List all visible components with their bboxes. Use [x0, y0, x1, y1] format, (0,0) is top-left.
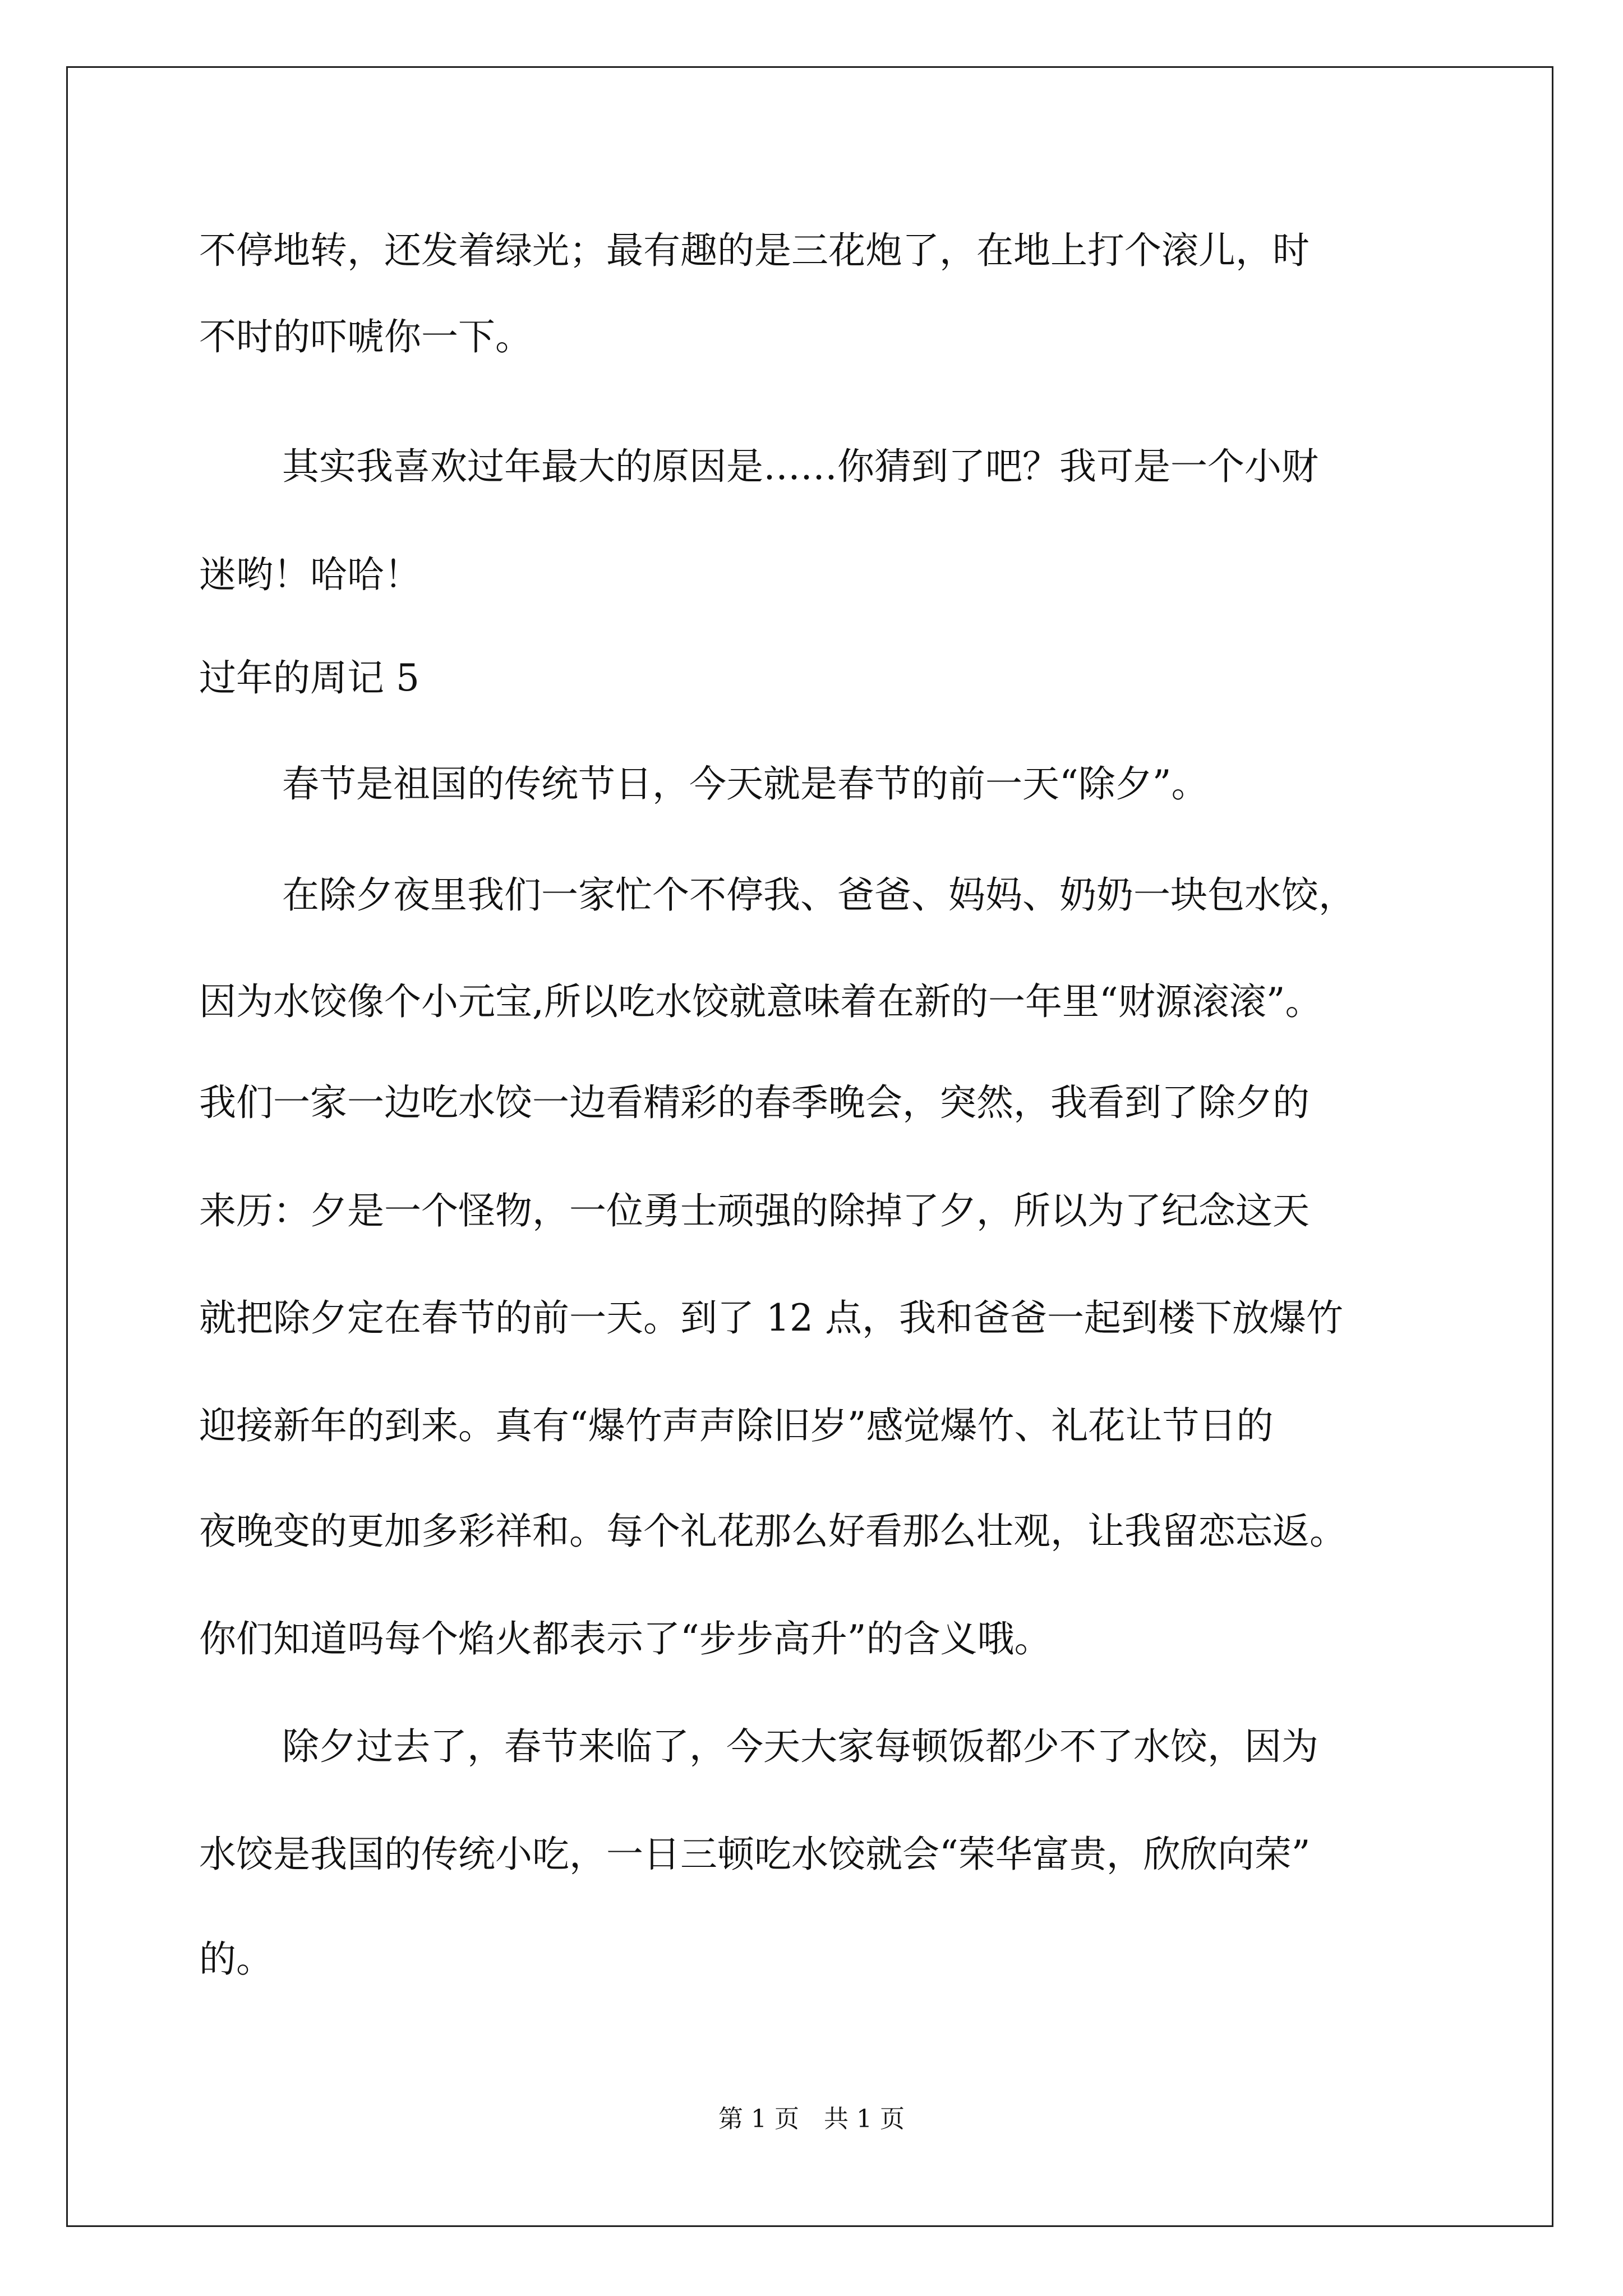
text-line: 不时的吓唬你一下。 [199, 315, 532, 358]
page-border [66, 66, 1553, 2227]
text-line: 我们一家一边吃水饺一边看精彩的春季晚会，突然，我看到了除夕的 [199, 1081, 1310, 1124]
section-heading: 过年的周记 5 [199, 656, 419, 700]
text-line: 春节是祖国的传统节日，今天就是春节的前一天“除夕”。 [282, 762, 1209, 806]
text-line: 水饺是我国的传统小吃，一日三顿吃水饺就会“荣华富贵，欣欣向荣” [199, 1833, 1311, 1876]
text-line: 因为水饺像个小元宝,所以吃水饺就意味着在新的一年里“财源滚滚”。 [199, 980, 1322, 1023]
text-line: 来历：夕是一个怪物，一位勇士顽强的除掉了夕，所以为了纪念这天 [199, 1189, 1310, 1232]
text-line: 其实我喜欢过年最大的原因是……你猜到了吧？我可是一个小财 [282, 445, 1318, 488]
text-line: 迷哟！哈哈！ [199, 553, 421, 596]
text-line: 迎接新年的到来。真有“爆竹声声除旧岁”感觉爆竹、礼花让节日的 [199, 1404, 1274, 1447]
text-line: 你们知道吗每个焰火都表示了“步步高升”的含义哦。 [199, 1617, 1052, 1660]
text-line: 不停地转，还发着绿光；最有趣的是三花炮了，在地上打个滚儿，时 [199, 229, 1310, 272]
text-line: 除夕过去了，春节来临了，今天大家每顿饭都少不了水饺，因为 [282, 1725, 1318, 1768]
page-footer: 第 1 页 共 1 页 [718, 2105, 905, 2133]
text-line: 的。 [199, 1938, 273, 1981]
text-line: 就把除夕定在春节的前一天。到了 12 点，我和爸爸一起到楼下放爆竹 [199, 1296, 1343, 1340]
text-line: 在除夕夜里我们一家忙个不停我、爸爸、妈妈、奶奶一块包水饺， [282, 873, 1355, 917]
text-line: 夜晚变的更加多彩祥和。每个礼花那么好看那么壮观，让我留恋忘返。 [199, 1510, 1347, 1553]
